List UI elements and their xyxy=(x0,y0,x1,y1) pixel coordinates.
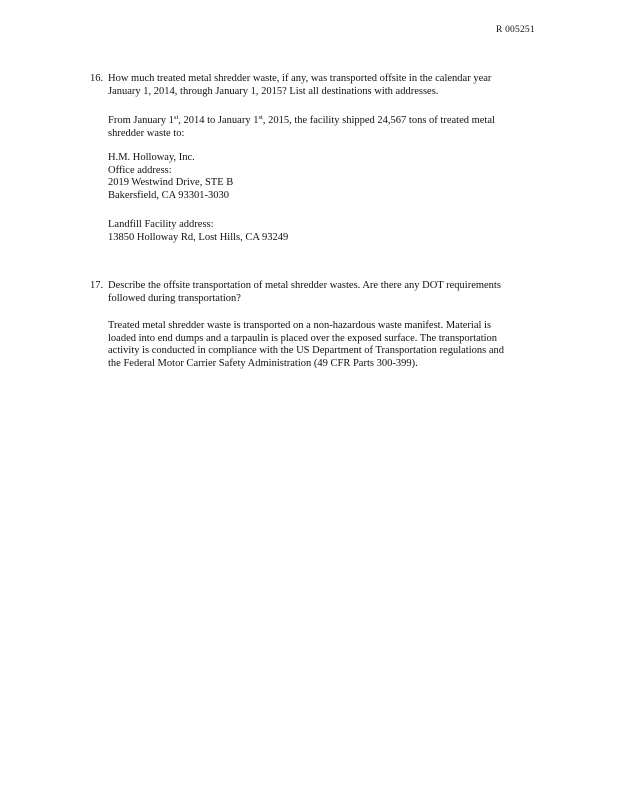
company-name: H.M. Holloway, Inc. xyxy=(108,152,195,163)
answer-17-text xyxy=(108,320,553,370)
question-17-number: 17. xyxy=(90,280,104,291)
office-address-label: Office address: xyxy=(108,164,172,176)
question-16-number: 16. xyxy=(90,73,104,84)
question-17-line: Describe the offsite transportation of metal shredder wastes. Are there any DOT requirements xyxy=(108,280,501,291)
answer-17-line: loaded into end dumps and a tarpaulin is placed over the exposed surface. The transportation xyxy=(108,332,498,344)
answer-16-line: From January 1st, 2014 to January 1st, 2015, the facility shipped 24,567 tons of treated metal xyxy=(108,114,495,126)
answer-17-line: the Federal Motor Carrier Safety Administration (49 CFR Parts 300-399). xyxy=(108,357,418,369)
landfill-address xyxy=(108,219,553,244)
landfill-label: Landfill Facility address: xyxy=(108,219,214,230)
question-16-text xyxy=(108,73,553,98)
page-id: R 005251 xyxy=(496,25,535,35)
answer-16-text xyxy=(108,115,553,140)
company-address xyxy=(108,152,553,202)
question-16-line: How much treated metal shredder waste, if any, was transported offsite in the calendar year xyxy=(108,73,492,84)
question-17-line: followed during transportation? xyxy=(108,292,241,304)
question-17-text xyxy=(108,280,553,305)
answer-17-line: activity is conducted in compliance with the US Department of Transportation regulations and xyxy=(108,345,505,357)
office-city: Bakersfield, CA 93301-3030 xyxy=(108,189,230,201)
office-street: 2019 Westwind Drive, STE B xyxy=(108,177,234,189)
answer-16-line: shredder waste to: xyxy=(108,127,185,139)
answer-17-line: Treated metal shredder waste is transported on a non-hazardous waste manifest. Material is xyxy=(108,320,492,331)
superscript: st xyxy=(258,114,263,121)
question-16-line: January 1, 2014, through January 1, 2015? List all destinations with addresses. xyxy=(108,85,439,97)
superscript: st xyxy=(173,114,179,121)
landfill-street: 13850 Holloway Rd, Lost Hills, CA 93249 xyxy=(108,231,289,243)
